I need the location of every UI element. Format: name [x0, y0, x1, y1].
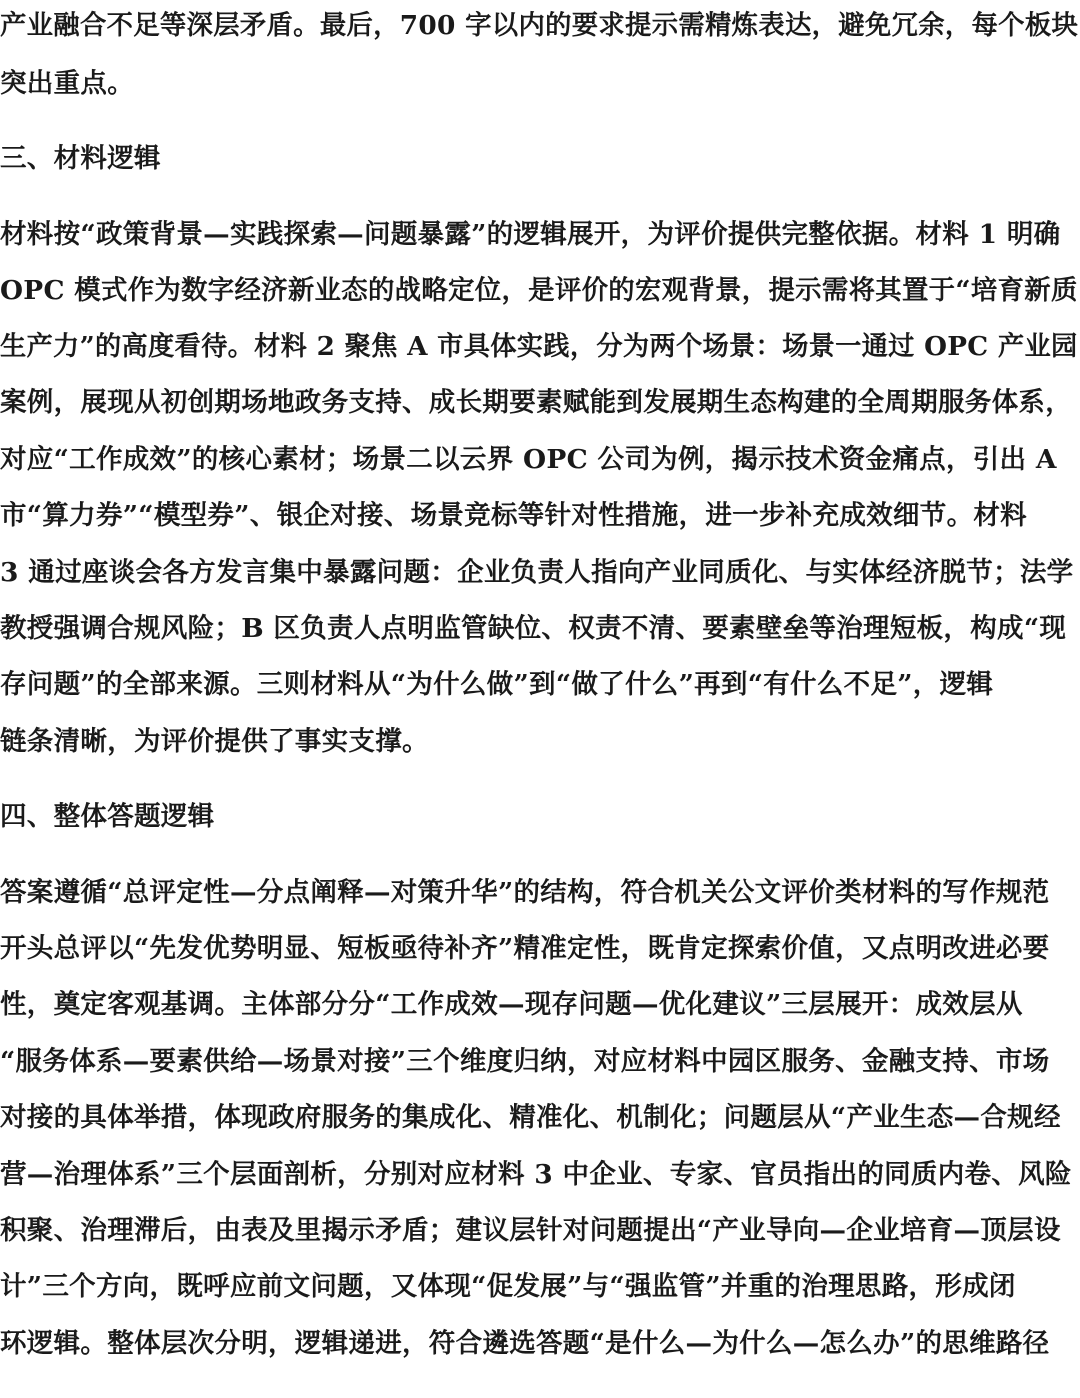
section-3-line: 存问题”的全部来源。三则材料从“为什么做”到“做了什么”再到“有什么不足”，逻辑	[0, 669, 994, 700]
section-3-heading: 三、材料逻辑	[0, 143, 161, 174]
intro-line: 产业融合不足等深层矛盾。最后，700 字以内的要求提示需精炼表达，避免冗余，每个板块	[0, 10, 1079, 41]
section-3-line: 3 通过座谈会各方发言集中暴露问题：企业负责人指向产业同质化、与实体经济脱节；法学	[0, 557, 1074, 588]
section-3-line: 生产力”的高度看待。材料 2 聚焦 A 市具体实践，分为两个场景：场景一通过 OPC 产业园	[0, 331, 1078, 362]
section-3-line: 对应“工作成效”的核心素材；场景二以云界 OPC 公司为例，揭示技术资金痛点，引出 A	[0, 444, 1057, 475]
section-3-line: 市“算力券”“模型券”、银企对接、场景竞标等针对性措施，进一步补充成效细节。材料	[0, 500, 1027, 531]
section-3-line: 链条清晰，为评价提供了事实支撑。	[0, 726, 429, 757]
intro-line: 突出重点。	[0, 68, 134, 99]
section-4-line: 环逻辑。整体层次分明，逻辑递进，符合遴选答题“是什么—为什么—怎么办”的思维路径	[0, 1328, 1050, 1359]
section-4-line: 营—治理体系”三个层面剖析，分别对应材料 3 中企业、专家、官员指出的同质内卷、风险	[0, 1159, 1072, 1190]
section-4-heading: 四、整体答题逻辑	[0, 801, 215, 832]
section-4-line: “服务体系—要素供给—场景对接”三个维度归纳，对应材料中园区服务、金融支持、市场	[0, 1046, 1050, 1077]
section-4-line: 计”三个方向，既呼应前文问题，又体现“促发展”与“强监管”并重的治理思路，形成闭	[0, 1271, 1016, 1302]
section-3-line: 教授强调合规风险；B 区负责人点明监管缺位、权责不清、要素壁垒等治理短板，构成“现	[0, 613, 1067, 644]
section-4-line: 对接的具体举措，体现政府服务的集成化、精准化、机制化；问题层从“产业生态—合规经	[0, 1102, 1061, 1133]
section-4-line: 开头总评以“先发优势明显、短板亟待补齐”精准定性，既肯定探索价值，又点明改进必要	[0, 933, 1050, 964]
section-4-line: 性，奠定客观基调。主体部分分“工作成效—现存问题—优化建议”三层展开：成效层从	[0, 989, 1023, 1020]
section-3-line: 材料按“政策背景—实践探索—问题暴露”的逻辑展开，为评价提供完整依据。材料 1 明确	[0, 219, 1061, 250]
section-4-line: 答案遵循“总评定性—分点阐释—对策升华”的结构，符合机关公文评价类材料的写作规范	[0, 877, 1050, 908]
section-4-line: 积聚、治理滞后，由表及里揭示矛盾；建议层针对问题提出“产业导向—企业培育—顶层设	[0, 1215, 1061, 1246]
section-3-line: OPC 模式作为数字经济新业态的战略定位，是评价的宏观背景，提示需将其置于“培育新质	[0, 275, 1078, 306]
section-3-line: 案例，展现从初创期场地政务支持、成长期要素赋能到发展期生态构建的全周期服务体系，	[0, 387, 1072, 418]
